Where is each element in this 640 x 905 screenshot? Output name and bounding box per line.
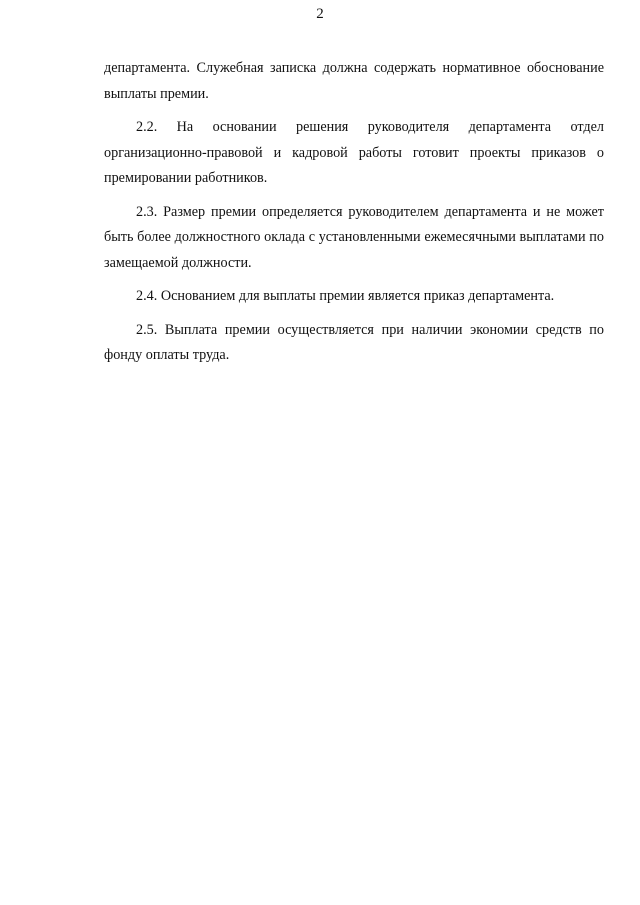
- page-number: 2: [316, 6, 324, 22]
- paragraph-2-2: 2.2. На основании решения руководителя департамента отдел организационно-правовой и кадровой работы готовит проекты приказов о премировании работников.: [104, 119, 604, 186]
- paragraph-2-5: 2.5. Выплата премии осуществляется при наличии экономии средств по фонду оплаты труда.: [104, 321, 604, 363]
- paragraph-2-3: 2.3. Размер премии определяется руководителем департамента и не может быть более должностного оклада с установленными ежемесячными выплатами по замещаемой должности.: [104, 203, 604, 271]
- document-body: [104, 56, 604, 377]
- paragraph-continuation: департамента. Служебная записка должна содержать нормативное обоснование выплаты премии.: [104, 60, 604, 102]
- paragraph-2-4: 2.4. Основанием для выплаты премии является приказ департамента.: [136, 288, 555, 304]
